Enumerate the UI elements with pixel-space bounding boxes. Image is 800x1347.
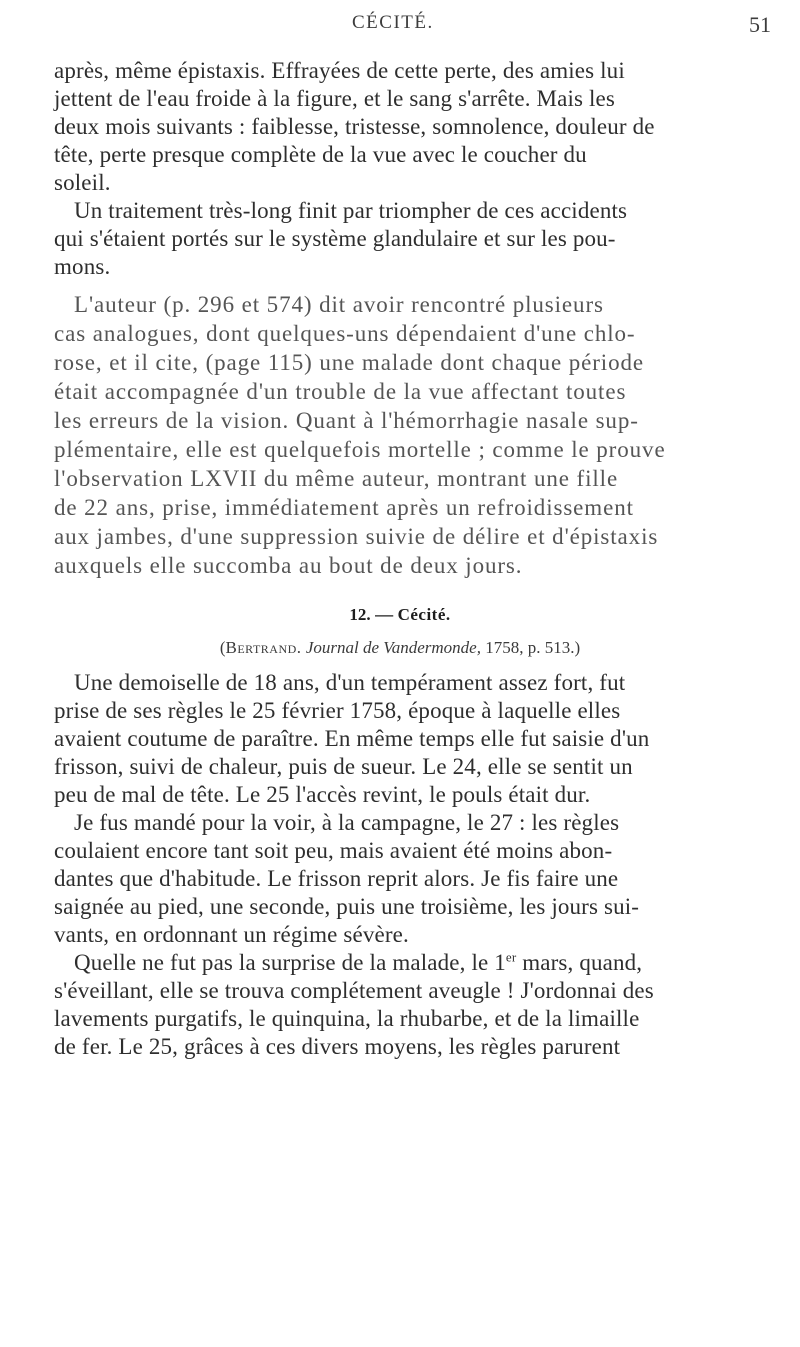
text-line: cas analogues, dont quelques-uns dépendaient d'une chlo- — [54, 321, 636, 346]
text-span: Quelle ne fut pas la surprise de la malade, le 1 — [74, 950, 506, 975]
text-line: après, même épistaxis. Effrayées de cette perte, des amies lui — [54, 58, 625, 83]
text-line: vants, en ordonnant un régime sévère. — [54, 922, 409, 947]
text-line: peu de mal de tête. Le 25 l'accès revint, le pouls était dur. — [54, 782, 591, 807]
citation-journal: Journal de Vandermonde, — [305, 638, 481, 657]
text-line: mons. — [54, 254, 111, 279]
text-line: frisson, suivi de chaleur, puis de sueur. Le 24, elle se sentit un — [54, 754, 633, 779]
text-line: de fer. Le 25, grâces à ces divers moyens, les règles parurent — [54, 1034, 621, 1059]
section-heading — [0, 604, 800, 625]
text-line: était accompagnée d'un trouble de la vue affectant toutes — [54, 379, 627, 404]
text-line: s'éveillant, elle se trouva complétement aveugle ! J'ordonnai des — [54, 978, 654, 1003]
text-line: qui s'étaient portés sur le système glandulaire et sur les pou- — [54, 226, 616, 251]
text-span: mars, quand, — [516, 950, 643, 975]
ordinal-superscript: er — [505, 949, 517, 965]
text-line: saignée au pied, une seconde, puis une troisième, les jours sui- — [54, 894, 640, 919]
text-line: jettent de l'eau froide à la figure, et le sang s'arrête. Mais les — [54, 86, 616, 111]
citation-open-paren: ( — [219, 638, 226, 657]
text-line: deux mois suivants : faiblesse, tristesse, somnolence, douleur de — [54, 114, 655, 139]
citation-author: Bertrand. — [225, 638, 302, 657]
text-line: L'auteur (p. 296 et 574) dit avoir rencontré plusieurs — [74, 292, 604, 317]
text-line: Je fus mandé pour la voir, à la campagne, le 27 : les règles — [74, 810, 620, 835]
text-line: Un traitement très-long finit par triompher de ces accidents — [74, 198, 628, 223]
text-line: l'observation LXVII du même auteur, montrant une fille — [54, 466, 619, 491]
text-line: avaient coutume de paraître. En même temps elle fut saisie d'un — [54, 726, 650, 751]
text-line: plémentaire, elle est quelquefois mortelle ; comme le prouve — [54, 437, 666, 462]
running-head-title: CÉCITÉ. — [352, 12, 434, 33]
text-line: prise de ses règles le 25 février 1758, époque à laquelle elles — [54, 698, 621, 723]
text-line: soleil. — [54, 170, 111, 195]
text-line: les erreurs de la vision. Quant à l'hémorrhagie nasale sup- — [54, 408, 639, 433]
text-line: auxquels elle succomba au bout de deux jours. — [54, 553, 523, 578]
section-title: Cécité. — [397, 605, 451, 624]
text-line: lavements purgatifs, le quinquina, la rhubarbe, et de la limaille — [54, 1006, 640, 1031]
running-head — [352, 12, 792, 48]
text-line: rose, et il cite, (page 115) une malade dont chaque période — [54, 350, 644, 375]
text-line: coulaient encore tant soit peu, mais avaient été moins abon- — [54, 838, 613, 863]
section-number: 12. — [349, 605, 371, 624]
citation-details: 1758, p. 513.) — [485, 638, 581, 657]
text-line: de 22 ans, prise, immédiatement après un refroidissement — [54, 495, 634, 520]
text-line: Une demoiselle de 18 ans, d'un tempérament assez fort, fut — [74, 670, 626, 695]
text-line: dantes que d'habitude. Le frisson reprit alors. Je fis faire une — [54, 866, 619, 891]
text-line: tête, perte presque complète de la vue avec le coucher du — [54, 142, 587, 167]
text-line: aux jambes, d'une suppression suivie de délire et d'épistaxis — [54, 524, 659, 549]
text-line — [74, 950, 642, 976]
section-dash: — — [375, 604, 394, 624]
source-citation — [0, 638, 800, 658]
page-number: 51 — [749, 12, 771, 37]
